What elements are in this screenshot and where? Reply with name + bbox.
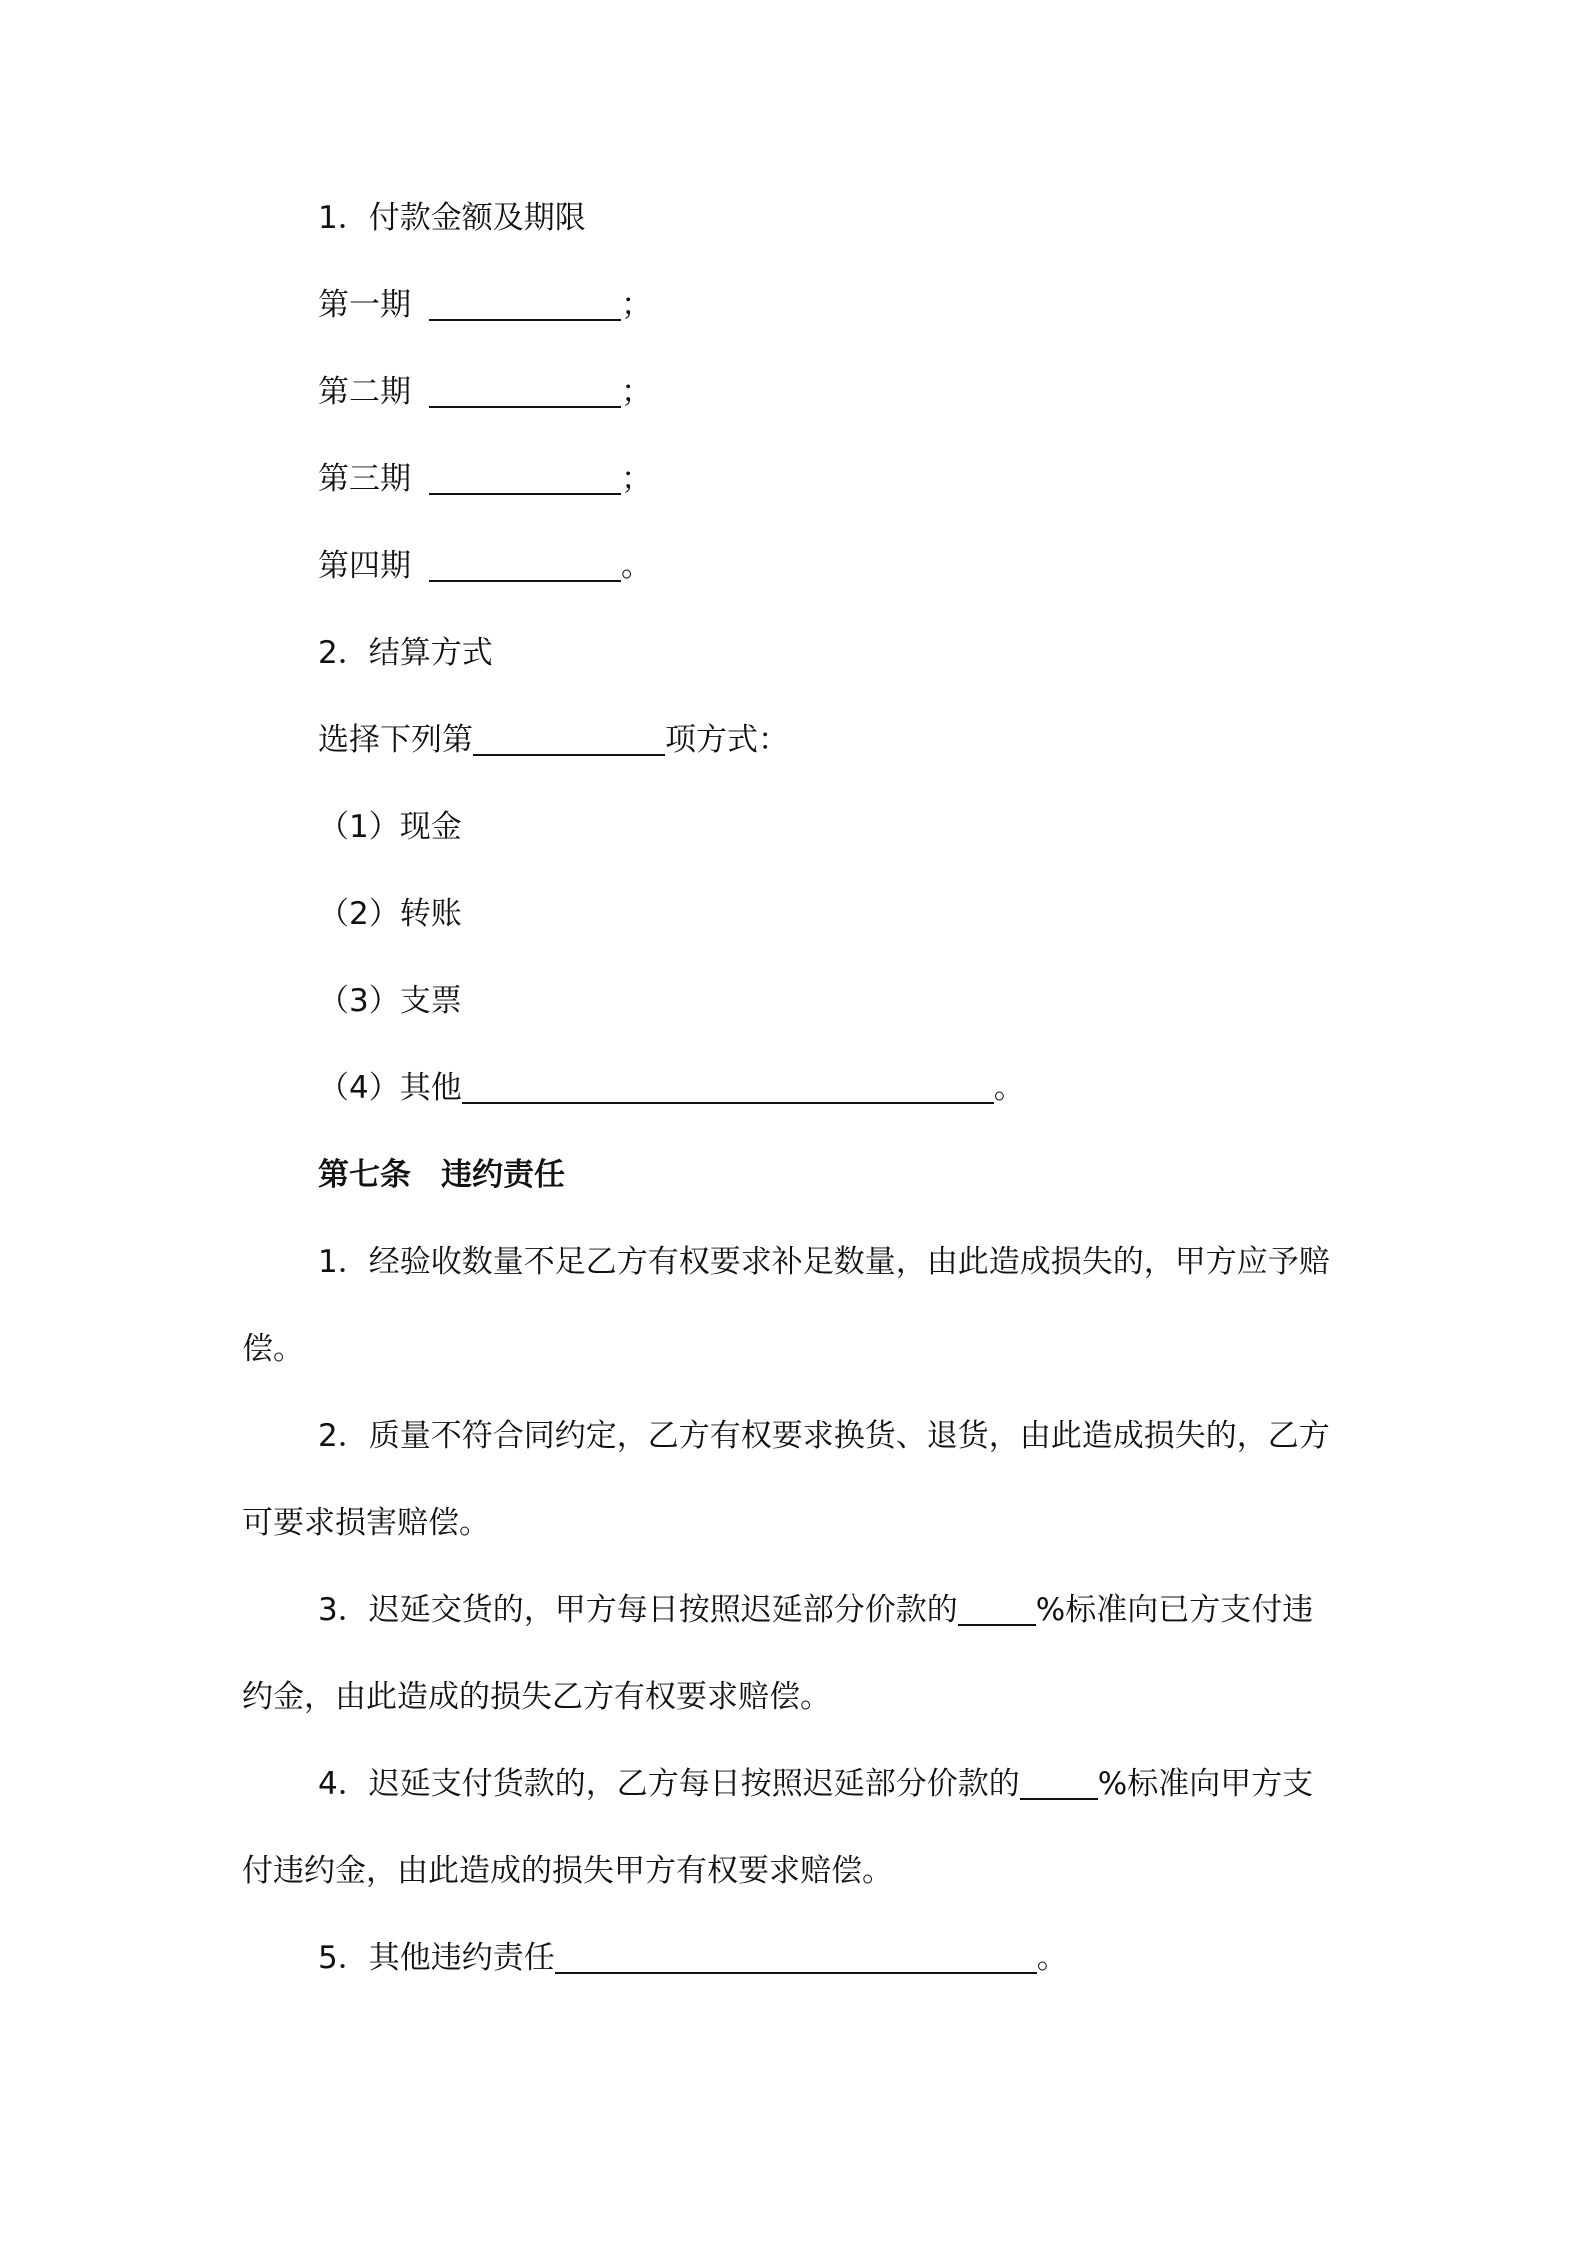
- breach-p2-line1: [318, 1416, 1330, 1456]
- breach-p2-line2: [242, 1503, 490, 1543]
- paragraph-text: %标准向甲方支: [1097, 1766, 1314, 1802]
- paragraph-text: %标准向已方支付违: [1035, 1592, 1314, 1628]
- option-text: （2）转账: [318, 896, 462, 932]
- option-1: [318, 807, 462, 847]
- paragraph-text: 4．迟延支付货款的，乙方每日按照迟延部分价款的: [318, 1766, 1020, 1802]
- late-payment-rate-blank[interactable]: [1020, 1768, 1098, 1800]
- option-3: [318, 981, 462, 1021]
- option-4-end: 。: [993, 1070, 1025, 1106]
- option-text: （3）支票: [318, 983, 462, 1019]
- paragraph-text: 约金，由此造成的损失乙方有权要求赔偿。: [242, 1679, 831, 1715]
- period-blank-1[interactable]: [429, 289, 621, 321]
- payment-amount-heading-text: 1．付款金额及期限: [318, 200, 586, 236]
- choose-suffix: 项方式：: [665, 722, 789, 758]
- period-label: 第二期: [318, 374, 411, 410]
- paragraph-end: 。: [1036, 1940, 1068, 1976]
- breach-p3-line2: [242, 1677, 831, 1717]
- option-4-blank[interactable]: [462, 1072, 994, 1104]
- article-7-title: [318, 1155, 565, 1195]
- paragraph-text: 3．迟延交货的，甲方每日按照迟延部分价款的: [318, 1592, 958, 1628]
- period-blank-3[interactable]: [429, 463, 621, 495]
- settlement-choose-line: [318, 720, 789, 760]
- breach-p4-line1: [318, 1764, 1313, 1804]
- choose-prefix: 选择下列第: [318, 722, 473, 758]
- article-title: 违约责任: [441, 1157, 565, 1193]
- paragraph-text: 2．质量不符合同约定，乙方有权要求换货、退货，由此造成损失的，乙方: [318, 1418, 1330, 1454]
- settlement-heading: [318, 633, 493, 673]
- paragraph-text: 可要求损害赔偿。: [242, 1505, 490, 1541]
- paragraph-text: 1．经验收数量不足乙方有权要求补足数量，由此造成损失的，甲方应予赔: [318, 1244, 1330, 1280]
- period-label: 第四期: [318, 548, 411, 584]
- breach-p5: [318, 1938, 1068, 1978]
- option-text: （4）其他: [318, 1070, 462, 1106]
- breach-p1-line1: [318, 1242, 1330, 1282]
- period-blank-2[interactable]: [429, 376, 621, 408]
- paragraph-text: 5．其他违约责任: [318, 1940, 555, 1976]
- paragraph-text: 偿。: [242, 1331, 304, 1367]
- period-blank-4[interactable]: [429, 550, 621, 582]
- option-4: [318, 1068, 1025, 1108]
- payment-amount-heading: [318, 198, 586, 238]
- article-number: 第七条: [318, 1157, 411, 1193]
- period-end: 。: [621, 548, 652, 584]
- period-line-3: [318, 459, 652, 499]
- late-delivery-rate-blank[interactable]: [958, 1594, 1036, 1626]
- period-end: ；: [621, 374, 652, 410]
- period-line-4: [318, 546, 652, 586]
- period-end: ；: [621, 461, 652, 497]
- period-end: ；: [621, 287, 652, 323]
- choose-blank[interactable]: [473, 724, 665, 756]
- period-label: 第三期: [318, 461, 411, 497]
- paragraph-text: 付违约金，由此造成的损失甲方有权要求赔偿。: [242, 1853, 893, 1889]
- breach-p4-line2: [242, 1851, 893, 1891]
- period-line-2: [318, 372, 652, 412]
- option-2: [318, 894, 462, 934]
- other-liability-blank[interactable]: [555, 1942, 1037, 1974]
- settlement-heading-text: 2．结算方式: [318, 635, 493, 671]
- option-text: （1）现金: [318, 809, 462, 845]
- period-line-1: [318, 285, 652, 325]
- breach-p3-line1: [318, 1590, 1313, 1630]
- breach-p1-line2: [242, 1329, 304, 1369]
- period-label: 第一期: [318, 287, 411, 323]
